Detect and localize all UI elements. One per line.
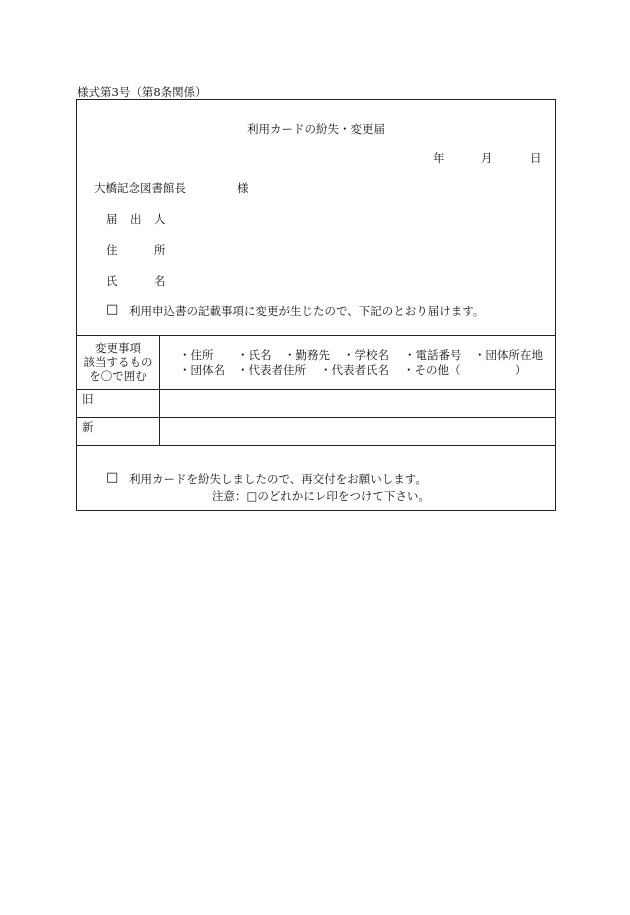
option-rep-address[interactable]: ・代表者住所	[237, 363, 306, 377]
option-workplace[interactable]: ・勤務先	[284, 348, 330, 362]
change-items-label	[77, 341, 159, 383]
option-phone[interactable]: ・電話番号	[404, 348, 462, 362]
option-rep-name[interactable]: ・代表者氏名	[320, 363, 389, 377]
address-label-char: 住	[106, 243, 118, 257]
applicant-label-char: 人	[154, 212, 166, 226]
table-column-border	[159, 335, 160, 445]
applicant-label-char: 出	[130, 212, 142, 226]
change-notice-checkbox[interactable]: □	[106, 302, 119, 317]
table-top-border	[77, 335, 555, 336]
option-address[interactable]: ・住所	[179, 348, 214, 362]
option-name[interactable]: ・氏名	[237, 348, 272, 362]
option-org-name[interactable]: ・団体名	[179, 363, 225, 377]
option-other[interactable]: ・その他（	[403, 363, 461, 377]
option-other-close: ）	[515, 363, 527, 377]
change-items-label-line: 変更事項	[95, 341, 141, 355]
table-row-border	[77, 389, 555, 390]
note-text: 注意：□のどれかにレ印をつけて下さい。	[212, 489, 430, 503]
name-label-char: 氏	[106, 274, 118, 288]
change-notice-text: 利用申込書の記載事項に変更が生じたので、下記のとおり届けます。	[129, 304, 485, 318]
new-value-field[interactable]	[161, 419, 553, 444]
change-items-label-line: 該当するもの	[83, 355, 153, 369]
lost-notice-text: 利用カードを紛失しましたので、再交付をお願いします。	[129, 472, 427, 486]
address-label-char: 所	[154, 243, 166, 257]
old-value-field[interactable]	[161, 391, 553, 416]
applicant-label-char: 届	[106, 212, 118, 226]
date-year-label: 年	[433, 151, 445, 165]
form-number-label: 様式第3号（第8条関係）	[77, 85, 207, 99]
table-row-border	[77, 417, 555, 418]
name-label-char: 名	[154, 274, 166, 288]
addressee-name: 大橋記念図書館長	[94, 181, 186, 195]
date-day-label: 日	[530, 151, 542, 165]
table-bottom-border	[77, 445, 555, 446]
change-items-label-line: を〇で囲む	[89, 369, 147, 383]
new-row-label: 新	[82, 420, 94, 434]
lost-notice-checkbox[interactable]: □	[106, 470, 119, 485]
form-frame	[76, 99, 556, 511]
option-school[interactable]: ・学校名	[343, 348, 389, 362]
form-title: 利用カードの紛失・変更届	[247, 122, 385, 136]
option-org-address[interactable]: ・団体所在地	[474, 348, 543, 362]
addressee-honorific: 様	[237, 181, 249, 195]
old-row-label: 旧	[82, 392, 94, 406]
date-month-label: 月	[481, 151, 493, 165]
